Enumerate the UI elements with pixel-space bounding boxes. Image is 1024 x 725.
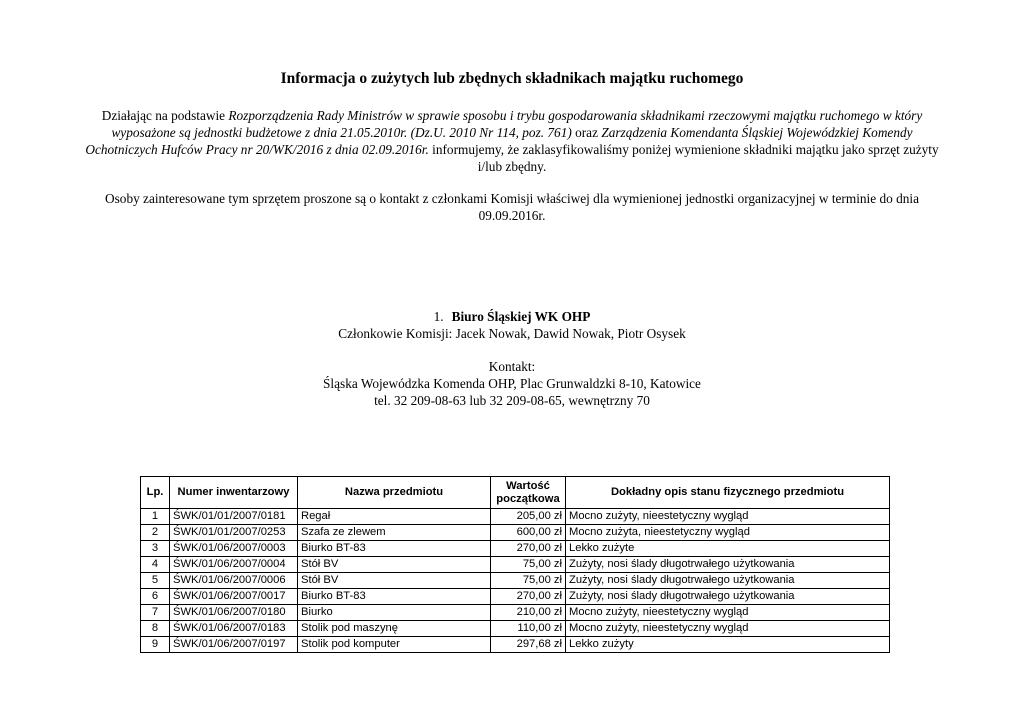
cell-value: 600,00 zł xyxy=(491,525,566,541)
cell-lp: 8 xyxy=(141,621,170,637)
intro-paragraph xyxy=(80,107,944,175)
cell-inventory: ŚWK/01/06/2007/0003 xyxy=(170,541,298,557)
cell-item: Stół BV xyxy=(298,557,491,573)
cell-condition: Mocno zużyty, nieestetyczny wygląd xyxy=(566,621,890,637)
cell-value: 270,00 zł xyxy=(491,589,566,605)
committee-members: Członkowie Komisji: Jacek Nowak, Dawid Nowak, Piotr Osysek xyxy=(338,326,686,341)
legal-basis-regulation: Rozporządzenia Rady Ministrów w sprawie sposobu i trybu gospodarowania składnikami rzeczowymi majątku ruchomego w który wyposażone są jednostki budżetowe z dnia 21.05.2010r. (Dz.U. 2010 Nr 114, poz. 761) xyxy=(111,108,923,140)
contact-phone: tel. 32 209-08-63 lub 32 209-08-65, wewnętrzny 70 xyxy=(374,393,650,408)
cell-value: 205,00 zł xyxy=(491,509,566,525)
cell-item: Biurko xyxy=(298,605,491,621)
table-row xyxy=(141,621,890,637)
header-inventory: Numer inwentarzowy xyxy=(170,477,298,509)
intro-lead: Działając na podstawie xyxy=(101,108,229,123)
cell-condition: Lekko zużyty xyxy=(566,637,890,653)
cell-condition: Mocno zużyty, nieestetyczny wygląd xyxy=(566,605,890,621)
cell-lp: 6 xyxy=(141,589,170,605)
cell-lp: 5 xyxy=(141,573,170,589)
contact-block xyxy=(0,358,1024,409)
cell-lp: 9 xyxy=(141,637,170,653)
cell-value: 297,68 zł xyxy=(491,637,566,653)
cell-value: 75,00 zł xyxy=(491,557,566,573)
table-row xyxy=(141,525,890,541)
cell-condition: Lekko zużyte xyxy=(566,541,890,557)
table-row xyxy=(141,573,890,589)
cell-item: Stolik pod maszynę xyxy=(298,621,491,637)
document-title: Informacja o zużytych lub zbędnych składnikach majątku ruchomego xyxy=(280,70,744,87)
intro-connector: oraz xyxy=(571,125,602,140)
contact-note: Osoby zainteresowane tym sprzętem proszone są o kontakt z członkami Komisji właściwej dla wymienionej jednostki organizacyjnej w terminie do dnia 09.09.2016r. xyxy=(105,191,919,223)
cell-condition: Mocno zużyty, nieestetyczny wygląd xyxy=(566,509,890,525)
cell-inventory: ŚWK/01/06/2007/0017 xyxy=(170,589,298,605)
cell-inventory: ŚWK/01/06/2007/0004 xyxy=(170,557,298,573)
contact-address: Śląska Wojewódzka Komenda OHP, Plac Grunwaldzki 8-10, Katowice xyxy=(323,376,701,391)
cell-inventory: ŚWK/01/01/2007/0181 xyxy=(170,509,298,525)
cell-lp: 3 xyxy=(141,541,170,557)
cell-condition: Mocno zużyta, nieestetyczny wygląd xyxy=(566,525,890,541)
cell-inventory: ŚWK/01/06/2007/0197 xyxy=(170,637,298,653)
unit-heading xyxy=(0,308,1024,342)
cell-inventory: ŚWK/01/01/2007/0253 xyxy=(170,525,298,541)
cell-item: Stół BV xyxy=(298,573,491,589)
cell-value: 270,00 zł xyxy=(491,541,566,557)
cell-lp: 1 xyxy=(141,509,170,525)
cell-lp: 4 xyxy=(141,557,170,573)
header-value: Wartość początkowa xyxy=(491,477,566,509)
cell-value: 75,00 zł xyxy=(491,573,566,589)
legal-basis-order: Zarządzenia Komendanta Śląskiej Wojewódzkiej Komendy Ochotniczych Hufców Pracy nr 20/WK/2016 z dnia 02.09.2016r. xyxy=(85,125,913,157)
cell-item: Biurko BT-83 xyxy=(298,541,491,557)
cell-value: 110,00 zł xyxy=(491,621,566,637)
table-row xyxy=(141,541,890,557)
cell-inventory: ŚWK/01/06/2007/0183 xyxy=(170,621,298,637)
cell-condition: Zużyty, nosi ślady długotrwałego użytkowania xyxy=(566,573,890,589)
cell-lp: 7 xyxy=(141,605,170,621)
table-header-row xyxy=(141,477,890,509)
assets-table xyxy=(140,476,890,653)
unit-number: 1. xyxy=(433,309,444,324)
table-row xyxy=(141,557,890,573)
header-condition: Dokładny opis stanu fizycznego przedmiotu xyxy=(566,477,890,509)
cell-inventory: ŚWK/01/06/2007/0006 xyxy=(170,573,298,589)
cell-item: Stolik pod komputer xyxy=(298,637,491,653)
table-row xyxy=(141,605,890,621)
cell-lp: 2 xyxy=(141,525,170,541)
cell-item: Biurko BT-83 xyxy=(298,589,491,605)
unit-name: Biuro Śląskiej WK OHP xyxy=(451,309,591,324)
table-row xyxy=(141,589,890,605)
cell-condition: Zużyty, nosi ślady długotrwałego użytkowania xyxy=(566,557,890,573)
contact-label: Kontakt: xyxy=(488,359,536,374)
intro-tail: informujemy, że zaklasyfikowaliśmy poniżej wymienione składniki majątku jako sprzęt zużyty i/lub zbędny. xyxy=(428,142,939,174)
cell-item: Regał xyxy=(298,509,491,525)
cell-value: 210,00 zł xyxy=(491,605,566,621)
cell-inventory: ŚWK/01/06/2007/0180 xyxy=(170,605,298,621)
table-row xyxy=(141,637,890,653)
cell-item: Szafa ze zlewem xyxy=(298,525,491,541)
cell-condition: Zużyty, nosi ślady długotrwałego użytkowania xyxy=(566,589,890,605)
table-row xyxy=(141,509,890,525)
header-lp: Lp. xyxy=(141,477,170,509)
header-item: Nazwa przedmiotu xyxy=(298,477,491,509)
